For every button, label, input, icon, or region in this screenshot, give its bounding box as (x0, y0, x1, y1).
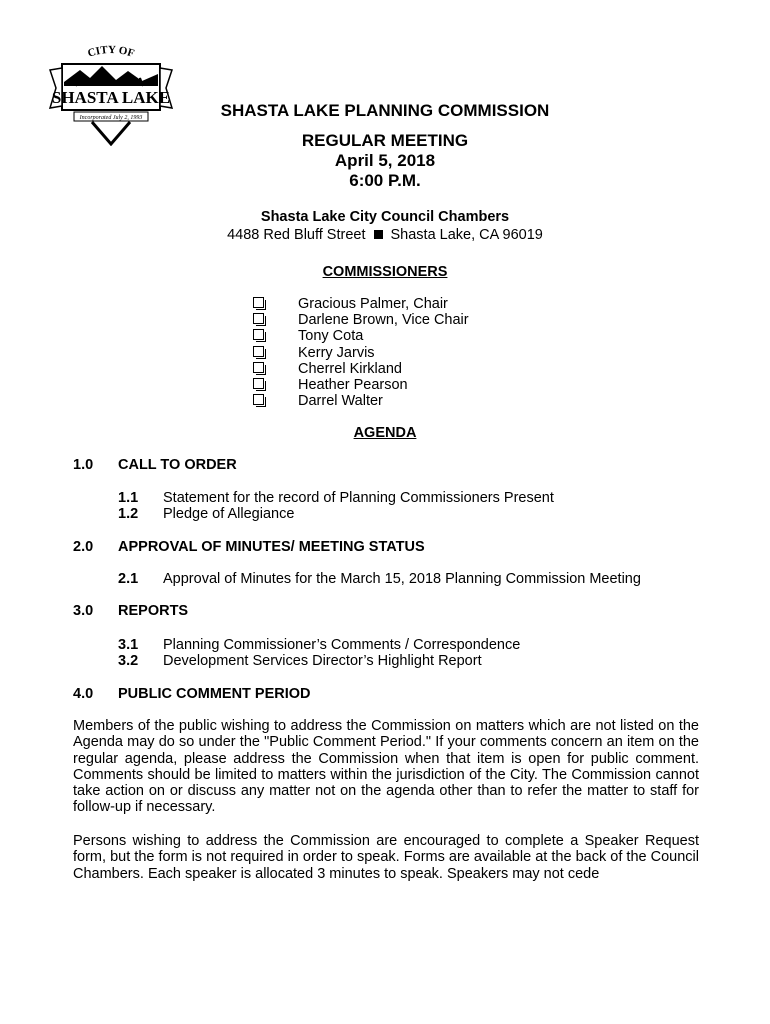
item-number: 3.2 (118, 653, 139, 669)
checkbox-icon (253, 346, 264, 357)
separator-square-icon (374, 230, 383, 239)
section-title: APPROVAL OF MINUTES/ MEETING STATUS (118, 539, 425, 555)
section-number: 2.0 (73, 539, 94, 555)
item-number: 2.1 (118, 571, 139, 587)
commissioners-heading: COMMISSIONERS (322, 264, 448, 280)
section-number: 3.0 (73, 603, 94, 619)
item-number: 1.2 (118, 506, 139, 522)
checkbox-icon (253, 378, 264, 389)
meeting-address (0, 227, 770, 243)
logo-founded-text: Incorporated July 2, 1993 (79, 115, 143, 121)
commissioner-item: Kerry Jarvis (253, 345, 375, 362)
public-comment-paragraph: Members of the public wishing to address the Commission on matters which are not listed on the Agenda may do so under the "Public Comment Period." If your comments concern an item on the regular agenda, please address the Commission when that item is open for public comment. Comments should be limited to matters within the jurisdiction of the City. The Commission cannot take action on or discuss any matter not on the agenda other than to refer the matter to staff for follow-up if necessary. (73, 718, 699, 816)
checkbox-icon (253, 297, 264, 308)
meeting-date: April 5, 2018 (334, 151, 436, 170)
section-number: 4.0 (73, 686, 94, 702)
item-text: Planning Commissioner’s Comments / Correspondence (163, 637, 521, 653)
item-number: 3.1 (118, 637, 139, 653)
logo-top-text: CITY OF (86, 43, 136, 60)
section-title: PUBLIC COMMENT PERIOD (118, 686, 311, 702)
address-street: 4488 Red Bluff Street (227, 227, 366, 243)
commissioner-item: Tony Cota (253, 328, 363, 345)
section-title: CALL TO ORDER (118, 457, 237, 473)
logo-name-text: SHASTA LAKE (51, 88, 171, 107)
commissioner-item: Cherrel Kirkland (253, 361, 402, 378)
item-number: 1.1 (118, 490, 139, 506)
meeting-type: REGULAR MEETING (301, 131, 469, 150)
section-number: 1.0 (73, 457, 94, 473)
item-text: Pledge of Allegiance (163, 506, 295, 522)
commission-title: SHASTA LAKE PLANNING COMMISSION (220, 101, 550, 120)
commissioner-item: Darrel Walter (253, 393, 383, 410)
checkbox-icon (253, 362, 264, 373)
address-city: Shasta Lake, CA 96019 (390, 227, 543, 243)
commissioner-item: Darlene Brown, Vice Chair (253, 312, 469, 329)
meeting-venue: Shasta Lake City Council Chambers (260, 209, 510, 225)
meeting-time: 6:00 P.M. (349, 171, 421, 190)
item-text: Statement for the record of Planning Commissioners Present (163, 490, 554, 506)
checkbox-icon (253, 329, 264, 340)
commissioner-item: Heather Pearson (253, 377, 408, 394)
agenda-heading: AGENDA (353, 425, 417, 441)
item-text: Development Services Director’s Highlight Report (163, 653, 482, 669)
checkbox-icon (253, 394, 264, 405)
item-text: Approval of Minutes for the March 15, 2018 Planning Commission Meeting (163, 571, 641, 587)
section-title: REPORTS (118, 603, 189, 619)
commissioner-item: Gracious Palmer, Chair (253, 296, 448, 313)
speaker-request-paragraph: Persons wishing to address the Commission are encouraged to complete a Speaker Request form, but the form is not required in order to speak. Forms are available at the back of the Council Chambers. Each speaker is allocated 3 minutes to speak. Speakers may not cede (73, 833, 699, 882)
checkbox-icon (253, 313, 264, 324)
